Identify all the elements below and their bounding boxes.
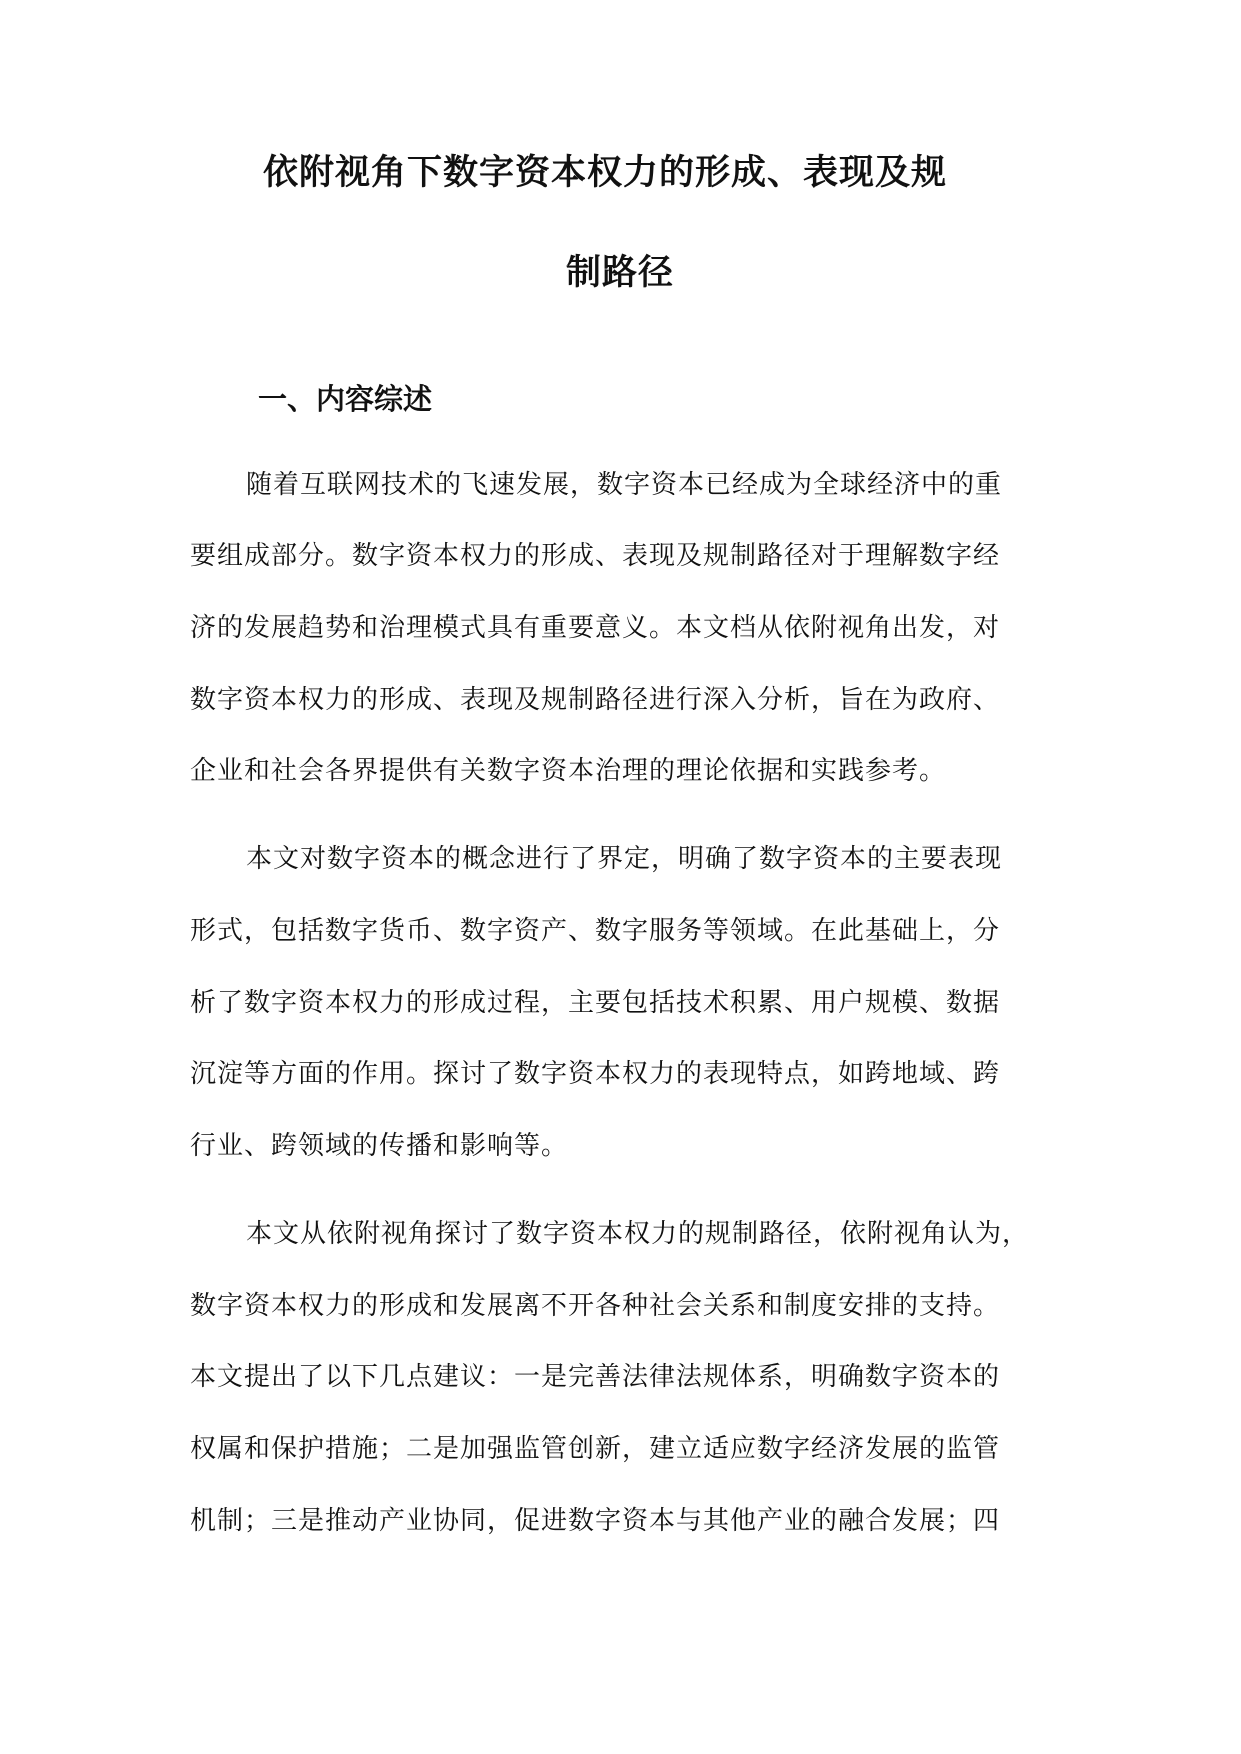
section-heading: 一、内容综述 [258,382,433,416]
paragraph-1-line-4: 数字资本权力的形成、表现及规制路径进行深入分析，旨在为政府、 [190,685,1001,715]
paragraph-2-line-4: 沉淀等方面的作用。探讨了数字资本权力的表现特点，如跨地域、跨 [190,1059,1001,1089]
paragraph-2-line-1: 本文对数字资本的概念进行了界定，明确了数字资本的主要表现 [246,844,1003,874]
paragraph-3-line-4: 权属和保护措施；二是加强监管创新，建立适应数字经济发展的监管 [190,1434,1001,1464]
paragraph-1-line-5: 企业和社会各界提供有关数字资本治理的理论依据和实践参考。 [190,756,947,786]
paragraph-3-line-1: 本文从依附视角探讨了数字资本权力的规制路径，依附视角认为， [246,1219,1030,1249]
paragraph-3-line-3: 本文提出了以下几点建议：一是完善法律法规体系，明确数字资本的 [190,1362,1001,1392]
paragraph-3-line-2: 数字资本权力的形成和发展离不开各种社会关系和制度安排的支持。 [190,1291,1001,1321]
paragraph-2-line-2: 形式，包括数字货币、数字资产、数字服务等领域。在此基础上，分 [190,916,1001,946]
document-title-line-2: 制路径 [566,253,675,293]
paragraph-1-line-3: 济的发展趋势和治理模式具有重要意义。本文档从依附视角出发，对 [190,613,1001,643]
paragraph-1-line-1: 随着互联网技术的飞速发展，数字资本已经成为全球经济中的重 [246,470,1003,500]
document-title-line-1: 依附视角下数字资本权力的形成、表现及规 [263,153,948,193]
paragraph-2-line-3: 析了数字资本权力的形成过程，主要包括技术积累、用户规模、数据 [190,988,1001,1018]
paragraph-2-line-5: 行业、跨领域的传播和影响等。 [190,1131,569,1161]
paragraph-1-line-2: 要组成部分。数字资本权力的形成、表现及规制路径对于理解数字经 [190,541,1001,571]
paragraph-3-line-5: 机制；三是推动产业协同，促进数字资本与其他产业的融合发展；四 [190,1506,1001,1536]
